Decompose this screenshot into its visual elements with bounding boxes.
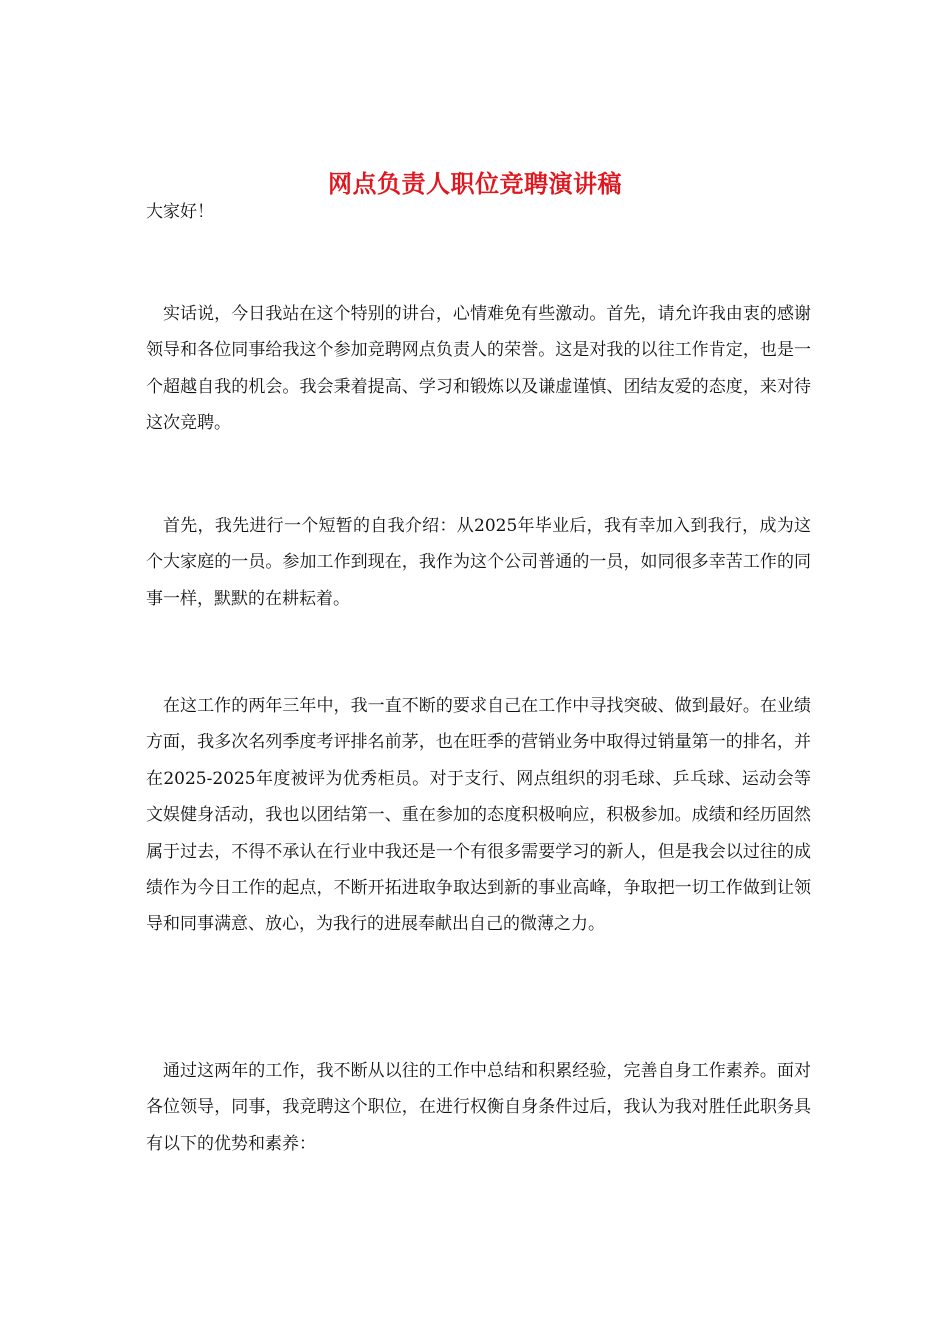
paragraph-work-achievements: 在这工作的两年三年中，我一直不断的要求自己在工作中寻找突破、做到最好。在业绩方面，我多次名列季度考评排名前茅，也在旺季的营销业务中取得过销量第一的排名，并在2025-2025年度被评为优秀柜员。对于支行、网点组织的羽毛球、乒乓球、运动会等文娱健身活动，我也以团结第一、重在参加的态度积极响应，积极参加。成绩和经历固然属于过去，不得不承认在行业中我还是一个有很多需要学习的新人，但是我会以过往的成绩作为今日工作的起点，不断开拓进取争取达到新的事业高峰，争取把一切工作做到让领导和同事满意、放心，为我行的进展奉献出自己的微薄之力。 bbox=[146, 696, 811, 935]
paragraph-self-introduction: 首先，我先进行一个短暂的自我介绍：从2025年毕业后，我有幸加入到我行，成为这个大家庭的一员。参加工作到现在，我作为这个公司普通的一员，如同很多幸苦工作的同事一样，默默的在耕耘着。 bbox=[146, 516, 811, 609]
paragraph-gratitude: 实话说，今日我站在这个特别的讲台，心情难免有些激动。首先，请允许我由衷的感谢领导和各位同事给我这个参加竞聘网点负责人的荣誉。这是对我的以往工作肯定，也是一个超越自我的机会。我会秉着提高、学习和锻炼以及谦虚谨慎、团结友爱的态度，来对待这次竞聘。 bbox=[146, 304, 811, 434]
greeting-line: 大家好！ bbox=[146, 202, 214, 222]
paragraph-advantages: 通过这两年的工作，我不断从以往的工作中总结和积累经验，完善自身工作素养。面对各位领导，同事，我竞聘这个职位，在进行权衡自身条件过后，我认为我对胜任此职务具有以下的优势和素养： bbox=[146, 1061, 811, 1154]
document-title: 网点负责人职位竞聘演讲稿 bbox=[328, 169, 622, 199]
